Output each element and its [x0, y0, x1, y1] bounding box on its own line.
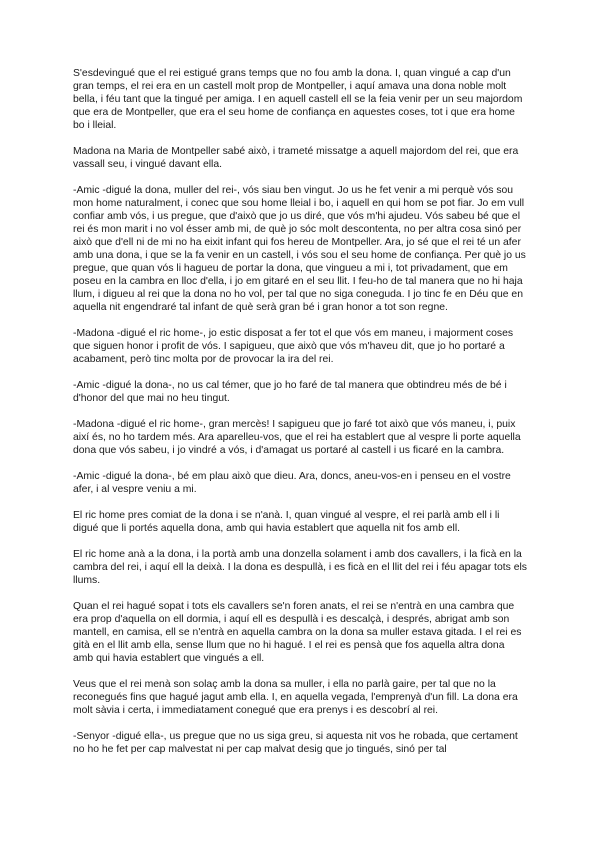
paragraph-5: -Amic -digué la dona-, no us cal témer, que jo ho faré de tal manera que obtindreu més de bé i d'honor del que mai no heu tingut. — [73, 380, 507, 404]
paragraph-8: El ric home pres comiat de la dona i se n'anà. I, quan vingué al vespre, el rei parlà amb ell i li digué que li portés aquella dona, amb qui havia establert que aquella nit fos amb ell. — [73, 510, 500, 534]
paragraph-1: S'esdevingué que el rei estigué grans temps que no fou amb la dona. I, quan vingué a cap d'un gran temps, el rei era en un castell molt prop de Montpeller, i aquí amava una dona noble molt bella, i féu tant que la tingué per amiga. I en aquell castell ell se la feia venir per un seu majordom que era de Montpeller, que era el seu home de confiança en aquestes coses, tot i que era home bo i lleial. — [73, 68, 523, 131]
paragraph-9: El ric home anà a la dona, i la portà amb una donzella solament i amb dos cavallers, i la ficà en la cambra del rei, i aquí ell la deixà. I la dona es despullà, i es ficà en el llit del rei i féu apagar tots els llums. — [73, 549, 527, 586]
paragraph-4: -Madona -digué el ric home-, jo estic disposat a fer tot el que vós em maneu, i majorment coses que siguen honor i profit de vós. I sapigueu, que això que vós m'haveu dit, que jo ho portaré a acabament, però tinc molta por de provocar la ira del rei. — [73, 328, 514, 365]
paragraph-6: -Madona -digué el ric home-, gran mercès! I sapigueu que jo faré tot això que vós maneu, i, puix així és, no ho tardem més. Ara aparelleu-vos, que el rei ha establert que al vespre li porte aquella dona que vós sabeu, i jo vindré a vós, i d'amagat us portaré al castell i us ficaré en la cambra. — [73, 419, 521, 456]
paragraph-2: Madona na Maria de Montpeller sabé això, i trameté missatge a aquell majordom del rei, que era vassall seu, i vingué davant ella. — [73, 146, 519, 170]
paragraph-10: Quan el rei hagué sopat i tots els cavallers se'n foren anats, el rei se n'entrà en una cambra que era prop d'aquella on ell dormia, i aquí ell es despullà i es descalçà, i després, abrigat amb son mantell, en camisa, ell se n'entrà en aquella cambra on la dona sa muller estava gitada. I el rei es gità en el llit amb ella, sense llum que no hi hagué. I el rei es pensà que fos aquella altra dona amb qui havia establert que vingués a ell. — [73, 601, 522, 664]
paragraph-12: -Senyor -digué ella-, us pregue que no us siga greu, si aquesta nit vos he robada, que certament no ho he fet per cap malvestat ni per cap malvat desig que jo tingués, sinó per tal — [73, 731, 518, 755]
paragraph-3: -Amic -digué la dona, muller del rei-, vós siau ben vingut. Jo us he fet venir a mi perquè vós sou mon home naturalment, i conec que sou home lleial i bo, i aquell en qui hom se pot fiar. Jo em vull confiar amb vós, i us pregue, que d'això que jo us diré, que vós m'hi ajudeu. Vós sabeu bé que el rei és mon marit i no vol ésser amb mi, de què jo sóc molt descontenta, no per altra cosa sinó per això que d'ell ni de mi no ha eixit infant qui fos hereu de Montpeller. Ara, jo sé que el rei té un afer amb una dona, i que se la fa venir en un castell, i vós sou el seu home de confiança. Per què jo us pregue, que quan vós li hagueu de portar la dona, que vingueu a mi i, tot privadament, que em poseu en la cambra en lloc d'ella, i jo em gitaré en el seu llit. I feu-ho de tal manera que no hi haja llum, i digueu al rei que la dona no ho vol, per tal que no siga coneguda. I jo tinc fe en Déu que en aquella nit engendraré tal infant de què serà gran bé i gran honor a tot son regne. — [73, 185, 526, 313]
paragraph-7: -Amic -digué la dona-, bé em plau això que dieu. Ara, doncs, aneu-vos-en i penseu en el vostre afer, i al vespre veniu a mi. — [73, 471, 511, 495]
document-page — [73, 67, 527, 769]
paragraph-11: Veus que el rei menà son solaç amb la dona sa muller, i ella no parlà gaire, per tal que no la reconegués fins que hagué jagut amb ella. I, en aquella vegada, l'emprenyà d'un fill. La dona era molt sàvia i certa, i immediatament conegué que era prenys i es descobrí al rei. — [73, 679, 518, 716]
